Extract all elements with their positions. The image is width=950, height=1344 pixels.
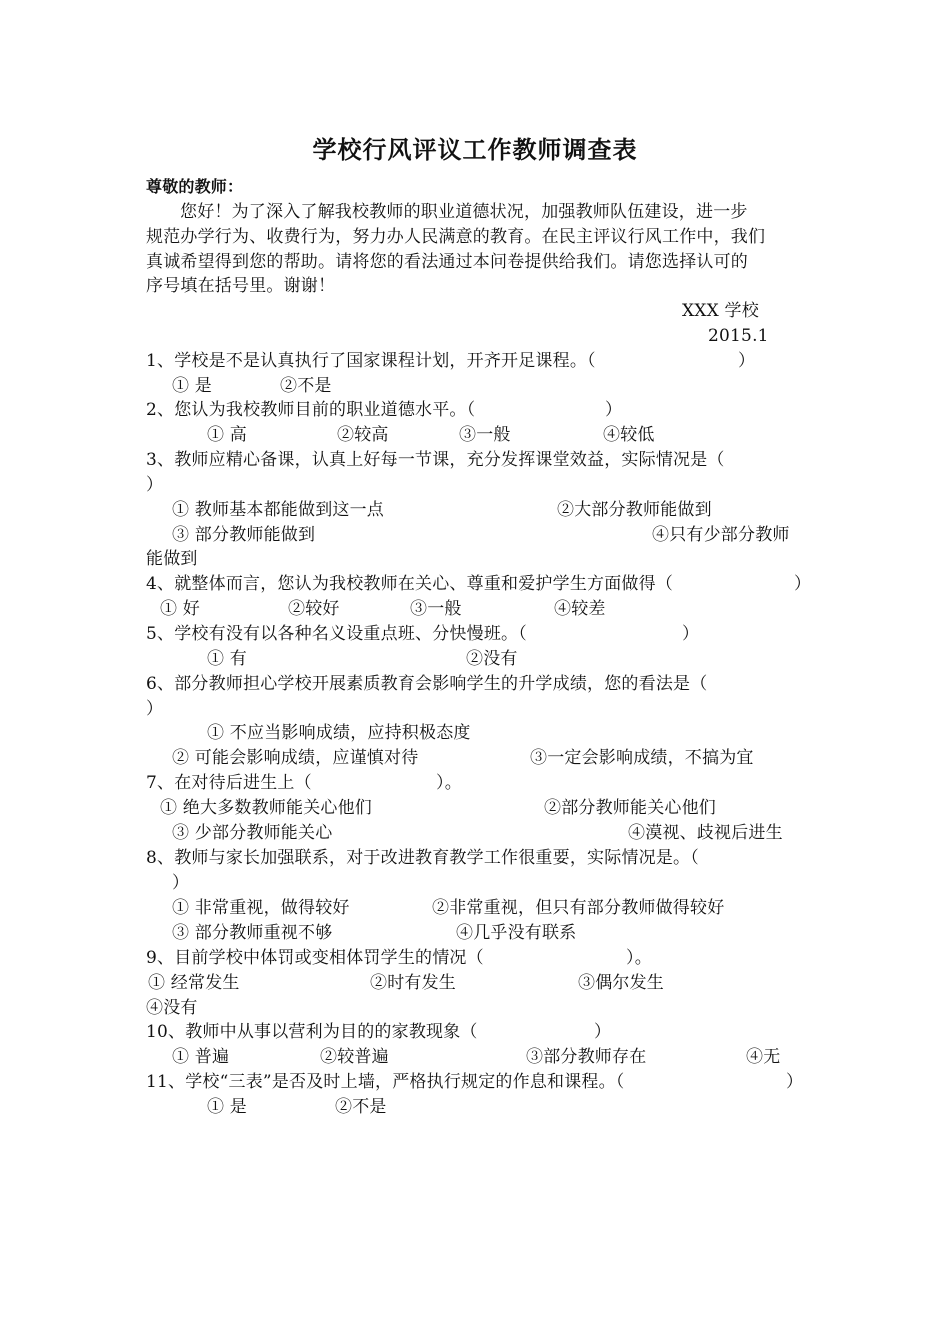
signature-org: XXX 学校 [682,301,759,321]
q9-option-3: ③偶尔发生 [578,973,664,993]
q10-option-2: ②较普遍 [320,1047,389,1067]
q4-option-1: ① 好 [160,599,201,619]
q9-option-1: ① 经常发生 [148,973,240,993]
q4-option-3: ③一般 [410,599,462,619]
q5-option-1: ① 有 [207,649,248,669]
q7-option-1: ① 绝大多数教师能关心他们 [160,798,373,818]
q4-option-4: ④较差 [554,599,606,619]
q10-option-4: ④无 [746,1047,781,1067]
question-2-answer-close: ） [605,400,623,420]
q3-option-4: ④只有少部分教师 [652,525,790,545]
question-5-answer-close: ） [682,624,700,644]
q6-option-1: ① 不应当影响成绩，应持积极态度 [207,723,471,743]
signature-date: 2015.1 [708,326,769,346]
question-11: 11、学校“三表”是否及时上墙，严格执行规定的作息和课程。（ [146,1072,625,1092]
question-4-answer-close: ） [794,574,812,594]
intro-line-2: 规范办学行为、收费行为，努力办人民满意的教育。在民主评议行风工作中，我们 [146,227,766,247]
question-2: 2、您认为我校教师目前的职业道德水平。（ [146,400,476,420]
q3-option-3: ③ 部分教师能做到 [172,525,316,545]
question-10: 10、教师中从事以营利为目的的家教现象（ [146,1022,478,1042]
q3-option-1: ① 教师基本都能做到这一点 [172,500,385,520]
question-3: 3、教师应精心备课，认真上好每一节课，充分发挥课堂效益，实际情况是（ [146,450,725,470]
question-5: 5、学校有没有以各种名义设重点班、分快慢班。（ [146,624,527,644]
question-4: 4、就整体而言，您认为我校教师在关心、尊重和爱护学生方面做得（ [146,574,674,594]
q11-option-2: ②不是 [335,1097,387,1117]
question-1-answer-close: ） [738,351,756,371]
q4-option-2: ②较好 [288,599,340,619]
intro-line-4: 序号填在括号里。谢谢！ [146,276,336,296]
q9-option-4: ④没有 [146,998,198,1018]
question-8: 8、教师与家长加强联系，对于改进教育教学工作很重要，实际情况是。（ [146,848,699,868]
q10-option-3: ③部分教师存在 [526,1047,647,1067]
question-6-answer-close: ） [146,699,164,719]
q3-option-4-continued: 能做到 [146,549,198,569]
intro-line-3: 真诚希望得到您的帮助。请将您的看法通过本问卷提供给我们。请您选择认可的 [146,252,748,272]
q11-option-1: ① 是 [207,1097,248,1117]
question-1: 1、学校是不是认真执行了国家课程计划，开齐开足课程。（ [146,351,596,371]
q2-option-2: ②较高 [337,425,389,445]
q3-option-2: ②大部分教师能做到 [557,500,712,520]
q2-option-1: ① 高 [207,425,248,445]
q7-option-4: ④漠视、歧视后进生 [628,823,783,843]
q6-option-2: ② 可能会影响成绩，应谨慎对待 [172,748,419,768]
q8-option-2: ②非常重视，但只有部分教师做得较好 [432,898,725,918]
q10-option-1: ① 普遍 [172,1047,230,1067]
salutation: 尊敬的教师： [146,177,244,196]
question-8-answer-close: ） [172,873,190,893]
question-7: 7、在对待后进生上（ [146,773,312,793]
q2-option-3: ③一般 [459,425,511,445]
q1-option-2: ②不是 [280,376,332,396]
question-6: 6、部分教师担心学校开展素质教育会影响学生的升学成绩，您的看法是（ [146,674,708,694]
page-title: 学校行风评议工作教师调查表 [312,136,638,164]
q5-option-2: ②没有 [466,649,518,669]
question-9-answer-close: ）。 [626,948,652,968]
question-3-answer-close: ） [146,475,164,495]
q8-option-4: ④几乎没有联系 [456,923,577,943]
q6-option-3: ③一定会影响成绩，不搞为宜 [530,748,754,768]
question-7-answer-close: ）。 [436,773,462,793]
question-9: 9、目前学校中体罚或变相体罚学生的情况（ [146,948,484,968]
q1-option-1: ① 是 [172,376,213,396]
q7-option-2: ②部分教师能关心他们 [544,798,716,818]
q8-option-1: ① 非常重视，做得较好 [172,898,350,918]
q9-option-2: ②时有发生 [370,973,456,993]
question-10-answer-close: ） [594,1022,612,1042]
q2-option-4: ④较低 [603,425,655,445]
q7-option-3: ③ 少部分教师能关心 [172,823,333,843]
q8-option-3: ③ 部分教师重视不够 [172,923,333,943]
question-11-answer-close: ） [786,1072,804,1092]
intro-line-1: 您好！为了深入了解我校教师的职业道德状况，加强教师队伍建设，进一步 [180,202,748,222]
